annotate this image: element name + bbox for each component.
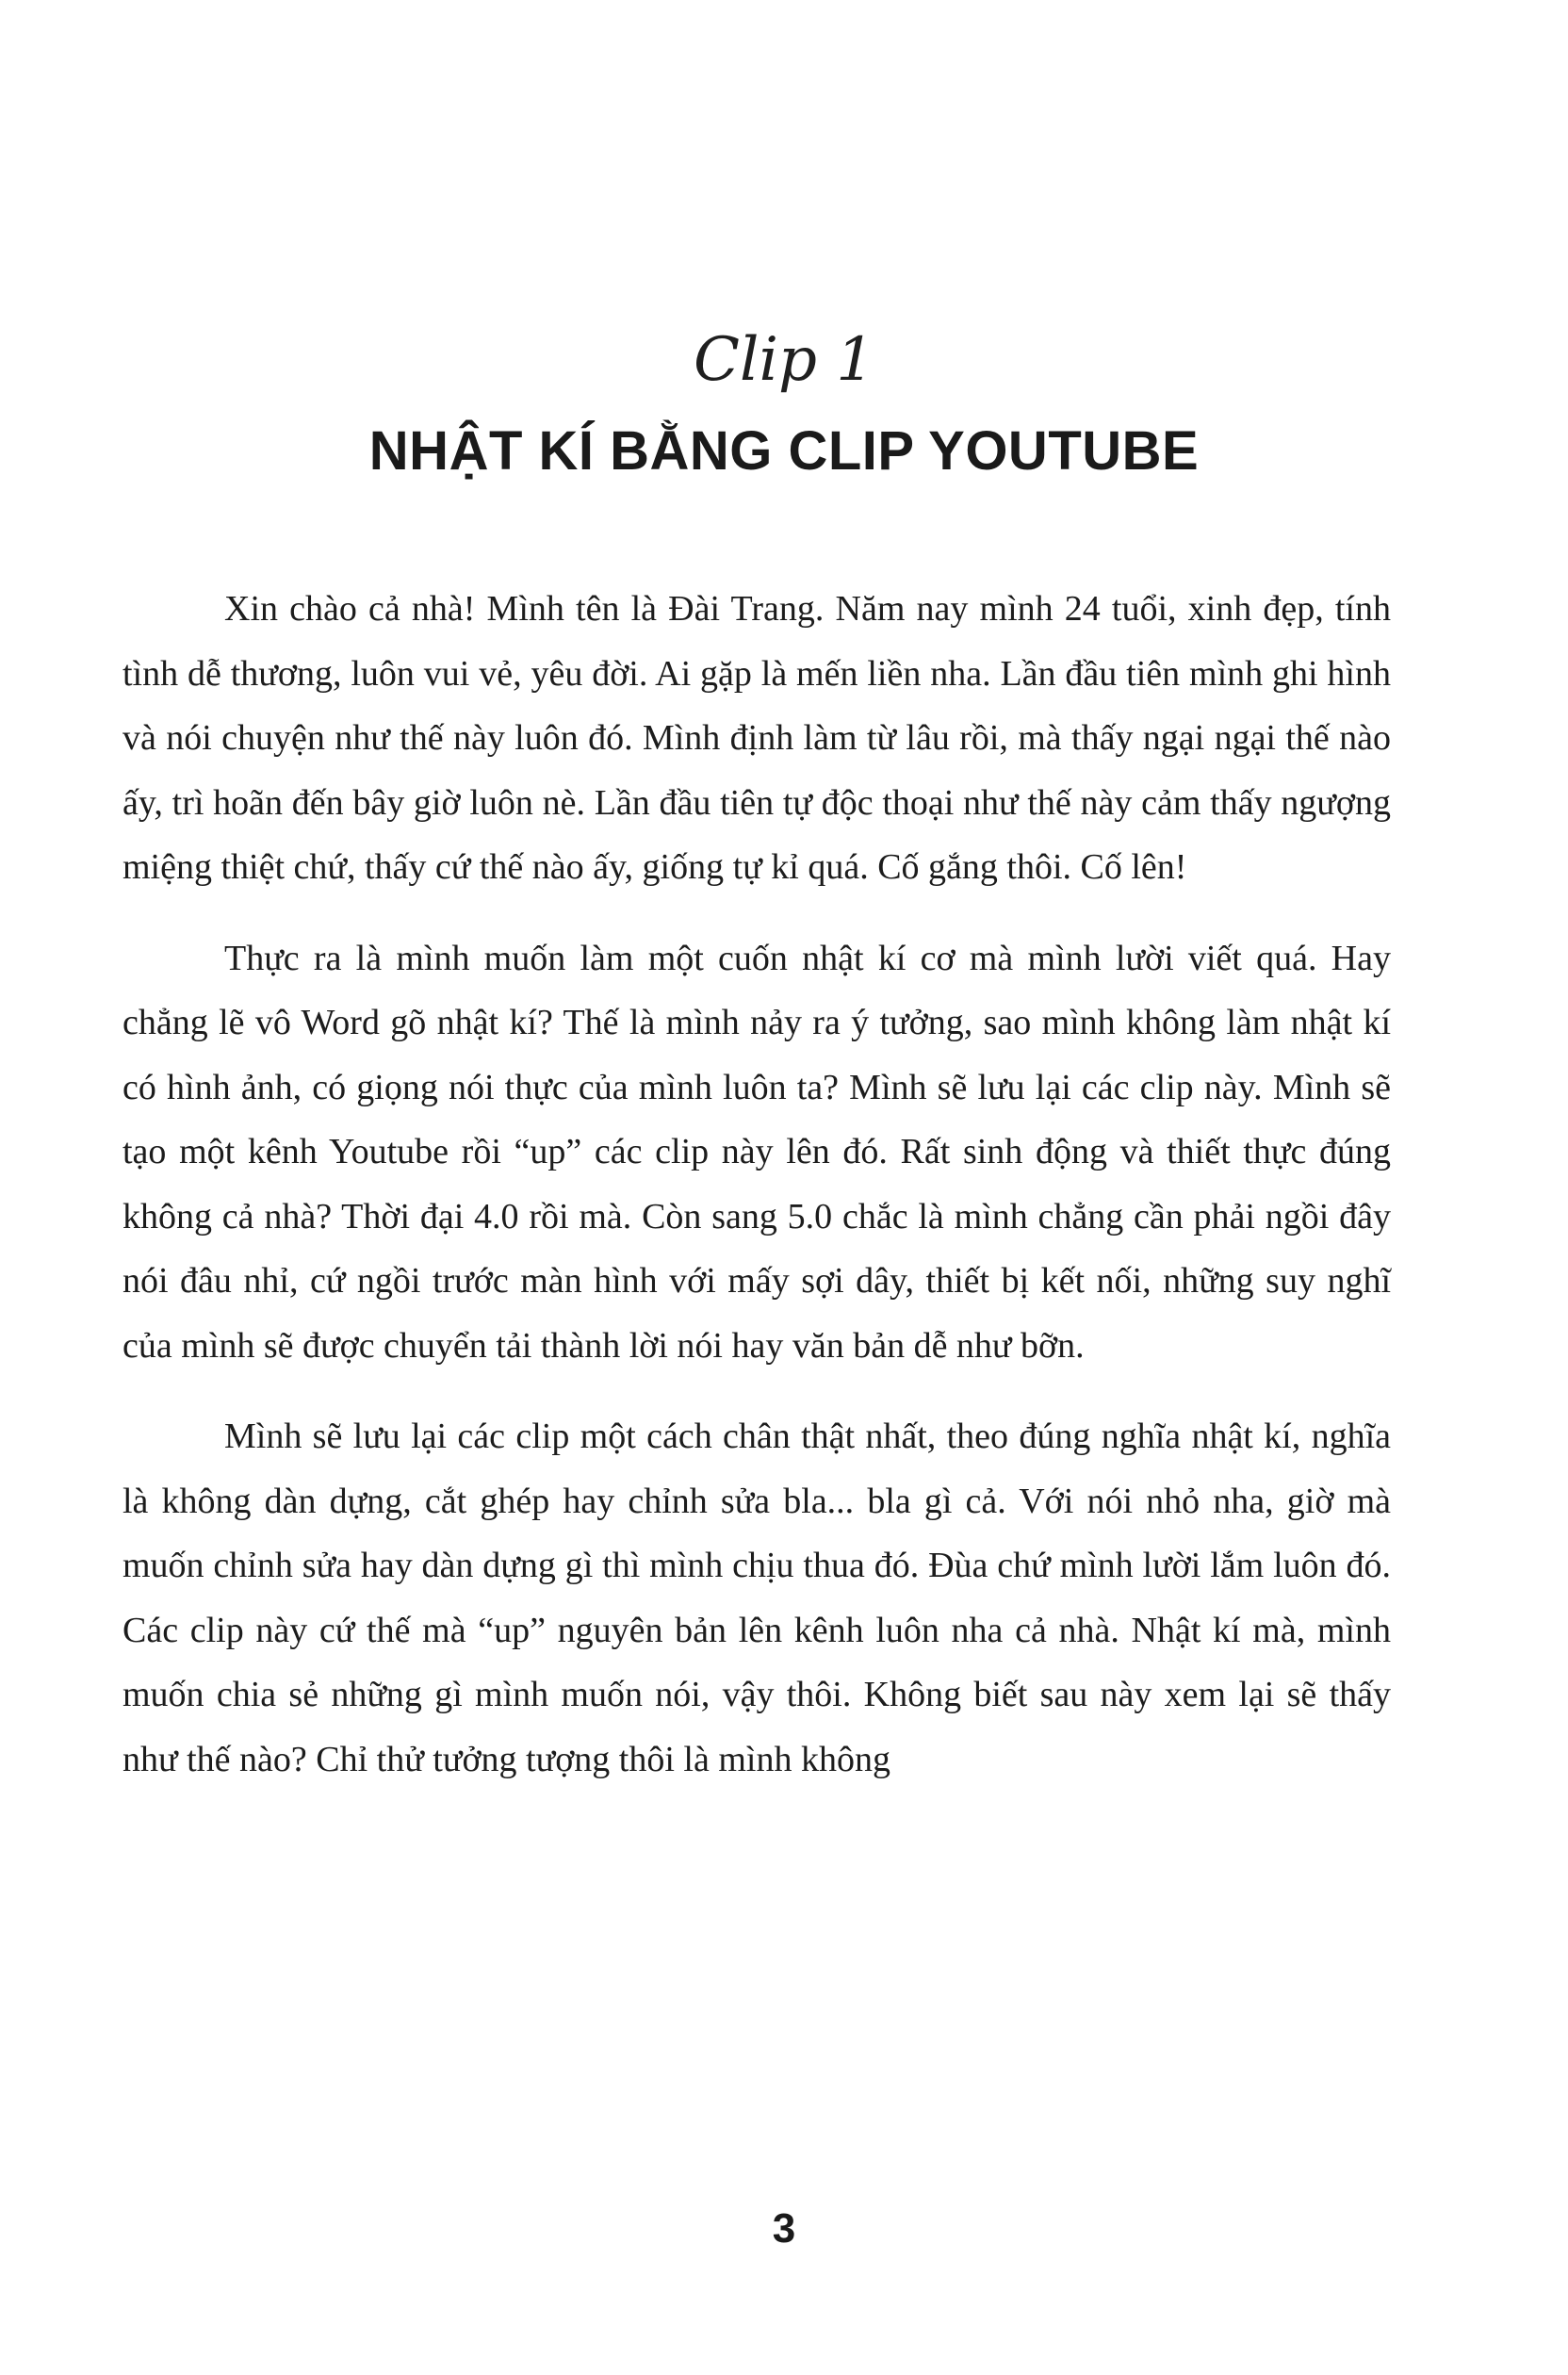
chapter-title: NHẬT KÍ BẰNG CLIP YOUTUBE (368, 420, 1200, 482)
paragraph-3: Mình sẽ lưu lại các clip một cách chân thật nhất, theo đúng nghĩa nhật kí, nghĩa là không dàn dựng, cắt ghép hay chỉnh sửa bla... bla gì cả. Với nói nhỏ nha, giờ mà muốn chỉnh sửa hay dàn dựng gì thì mình chịu thua đó. Đùa chứ mình lười lắm luôn đó. Các clip này cứ thế mà “up” nguyên bản lên kênh luôn nha cả nhà. Nhật kí mà, mình muốn chia sẻ những gì mình muốn nói, vậy thôi. Không biết sau này xem lại sẽ thấy như thế nào? Chỉ thử tưởng tượng thôi là mình không (122, 1417, 1391, 1779)
body-text (122, 577, 1391, 1818)
chapter-clip-label: Clip 1 (694, 325, 874, 395)
paragraph-2: Thực ra là mình muốn làm một cuốn nhật kí cơ mà mình lười viết quá. Hay chẳng lẽ vô Word gõ nhật kí? Thế là mình nảy ra ý tưởng, sao mình không làm nhật kí có hình ảnh, có giọng nói thực của mình luôn ta? Mình sẽ lưu lại các clip này. Mình sẽ tạo một kênh Youtube rồi “up” các clip này lên đó. Rất sinh động và thiết thực đúng không cả nhà? Thời đại 4.0 rồi mà. Còn sang 5.0 chắc là mình chẳng cần phải ngồi đây nói đâu nhỉ, cứ ngồi trước màn hình với mấy sợi dây, thiết bị kết nối, những suy nghĩ của mình sẽ được chuyển tải thành lời nói hay văn bản dễ như bỡn. (122, 938, 1391, 1366)
page-number: 3 (772, 2205, 796, 2252)
paragraph-1: Xin chào cả nhà! Mình tên là Đài Trang. Năm nay mình 24 tuổi, xinh đẹp, tính tình dễ thương, luôn vui vẻ, yêu đời. Ai gặp là mến liền nha. Lần đầu tiên mình ghi hình và nói chuyện như thế này luôn đó. Mình định làm từ lâu rồi, mà thấy ngại ngại thế nào ấy, trì hoãn đến bây giờ luôn nè. Lần đầu tiên tự độc thoại như thế này cảm thấy ngượng miệng thiệt chứ, thấy cứ thế nào ấy, giống tự kỉ quá. Cố gắng thôi. Cố lên! (122, 589, 1391, 887)
